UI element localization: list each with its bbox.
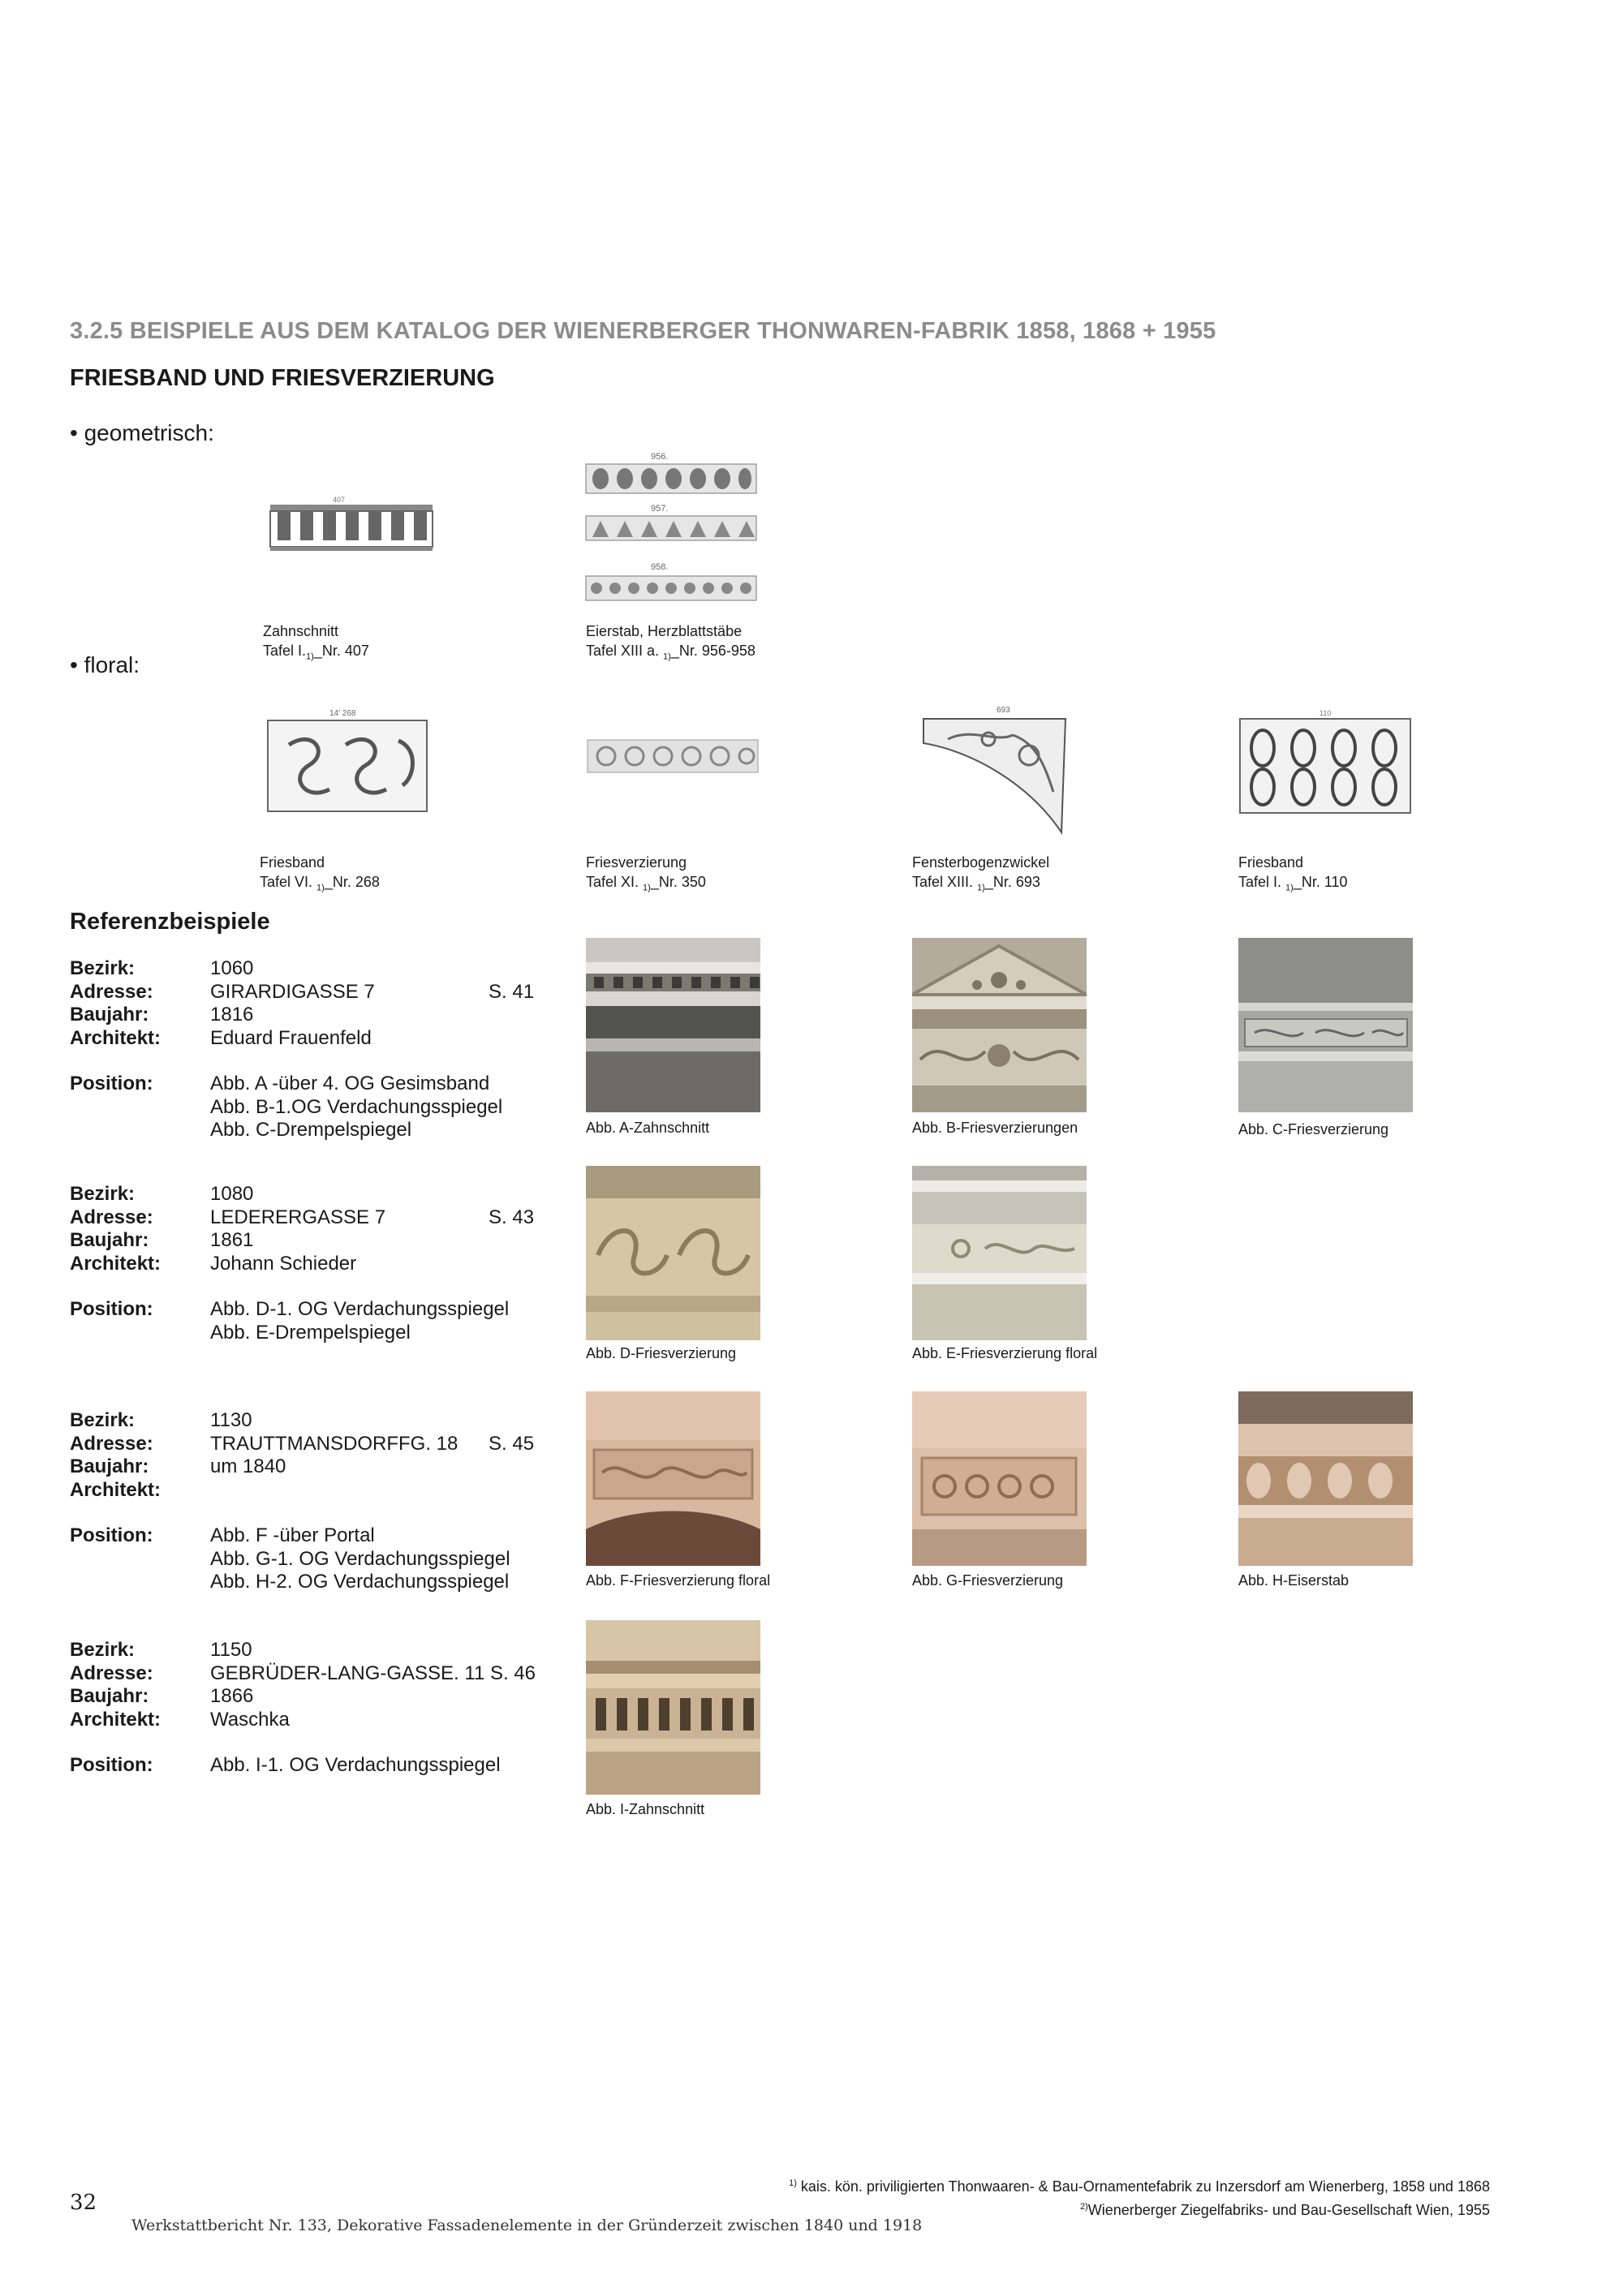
label-baujahr: Baujahr: <box>70 1685 149 1707</box>
subsection-title: FRIESBAND UND FRIESVERZIERUNG <box>70 365 495 391</box>
position-item: Abb. A -über 4. OG Gesimsband <box>210 1073 490 1094</box>
position-item: Abb. I-1. OG Verdachungsspiegel <box>210 1754 501 1776</box>
photo-caption-b: Abb. B-Friesverzierungen <box>912 1120 1078 1136</box>
position-item: Abb. E-Drempelspiegel <box>210 1321 411 1344</box>
photo-caption-i: Abb. I-Zahnschnitt <box>586 1801 705 1817</box>
label-baujahr: Baujahr: <box>70 1004 149 1025</box>
baujahr-value: um 1840 <box>210 1455 286 1477</box>
label-adresse: Adresse: <box>70 980 153 1003</box>
label-bezirk: Bezirk: <box>70 1639 136 1661</box>
label-adresse: Adresse: <box>70 1206 153 1228</box>
label-position: Position: <box>70 1073 153 1094</box>
bullet-floral: • floral: <box>70 652 140 677</box>
adresse-value: TRAUTTMANSDORFFG. 18 <box>210 1432 458 1455</box>
drawing-number: 14' 268 <box>329 709 356 718</box>
label-adresse: Adresse: <box>70 1432 153 1455</box>
photo-h-eiserstab <box>1238 1391 1413 1566</box>
photo-a-zahnschnitt <box>586 938 760 1112</box>
bullet-geometric: • geometrisch: <box>70 420 214 445</box>
baujahr-value: 1861 <box>210 1229 254 1251</box>
photo-g-friesverzierung <box>912 1391 1087 1566</box>
position-item: Abb. D-1. OG Verdachungsspiegel <box>210 1298 510 1320</box>
architekt-value: Waschka <box>210 1708 290 1731</box>
position-item: Abb. B-1.OG Verdachungsspiegel <box>210 1095 503 1118</box>
label-position: Position: <box>70 1524 153 1546</box>
label-architekt: Architekt: <box>70 1708 161 1731</box>
label-adresse: Adresse: <box>70 1662 153 1684</box>
catalog-caption-zahnschnitt: Zahnschnitt Tafel $I._{1)}\_Nr$. 407 <box>263 623 369 662</box>
photo-e-friesverzierung-floral <box>912 1166 1087 1340</box>
drawing-number: 407 <box>333 496 346 504</box>
reference-title: Referenzbeispiele <box>70 909 270 935</box>
catalog-caption-fensterbogenzwickel-693: Fensterbogenzwickel Tafel XIII. $_{1)}$_Nr. 693 <box>912 854 1050 893</box>
label-bezirk: Bezirk: <box>70 957 136 979</box>
page-reference: S. 41 <box>489 980 535 1003</box>
architekt-value: Eduard Frauenfeld <box>210 1026 372 1049</box>
catalog-drawing-eierstab <box>584 446 759 608</box>
reference-block-1060 <box>70 957 557 1142</box>
position-item: Abb. G-1. OG Verdachungsspiegel <box>210 1547 510 1570</box>
label-position: Position: <box>70 1298 153 1320</box>
photo-caption-e: Abb. E-Friesverzierung floral <box>912 1345 1098 1361</box>
catalog-drawing-friesband-268 <box>265 704 431 818</box>
photo-caption-h: Abb. H-Eiserstab <box>1238 1572 1350 1589</box>
photo-i-zahnschnitt <box>586 1620 760 1795</box>
label-architekt: Architekt: <box>70 1026 161 1049</box>
catalog-drawing-friesband-110 <box>1238 707 1413 817</box>
drawing-number-958: 958. <box>651 562 669 572</box>
footer-text: Werkstattbericht Nr. 133, Dekorative Fassadenelemente in der Gründerzeit zwischen 1840 und 1918 <box>131 2216 923 2234</box>
label-bezirk: Bezirk: <box>70 1183 136 1205</box>
architekt-value: Johann Schieder <box>210 1252 357 1275</box>
position-item: Abb. C-Drempelspiegel <box>210 1119 412 1141</box>
catalog-caption-eierstab: Eierstab, Herzblattstäbe Tafel XIII a. $_{1)}$_Nr. 956-958 <box>586 623 756 662</box>
photo-caption-c: Abb. C-Friesverzierung <box>1238 1121 1389 1137</box>
bezirk-value: 1130 <box>210 1409 252 1431</box>
adresse-value: GEBRÜDER-LANG-GASSE. 11 S. 46 <box>210 1662 536 1684</box>
photo-caption-g: Abb. G-Friesverzierung <box>912 1572 1064 1589</box>
position-item: Abb. F -über Portal <box>210 1524 375 1546</box>
baujahr-value: 1866 <box>210 1685 254 1707</box>
baujahr-value: 1816 <box>210 1004 254 1025</box>
photo-d-friesverzierung <box>586 1166 760 1340</box>
reference-block-1080 <box>70 1183 557 1344</box>
position-item: Abb. H-2. OG Verdachungsspiegel <box>210 1571 510 1593</box>
photo-b-friesverzierungen <box>912 938 1087 1112</box>
drawing-number-957: 957. <box>651 504 669 514</box>
label-baujahr: Baujahr: <box>70 1229 149 1251</box>
footnotes <box>789 2173 1490 2221</box>
page-reference: S. 46 <box>489 1662 536 1684</box>
photo-caption-f: Abb. F-Friesverzierung floral <box>586 1572 771 1589</box>
adresse-value: LEDERERGASSE 7 <box>210 1206 386 1228</box>
photo-caption-a: Abb. A-Zahnschnitt <box>586 1120 710 1136</box>
catalog-drawing-friesverzierung-350 <box>586 737 760 777</box>
drawing-number-956: 956. <box>651 452 669 462</box>
footnote-2: $^{2)}$Wienerberger Ziegelfabriks- und Bau-Gesellschaft Wien, 1955 <box>1079 2202 1490 2218</box>
footnote-1: $^{1)}$ kais. kön. priviligierten Thonwaaren- & Bau-Ornamentefabrik zu Inzersdorf am Wienerberg, 1858 und 1868 <box>789 2178 1490 2195</box>
reference-block-1150 <box>70 1639 557 1778</box>
label-architekt: Architekt: <box>70 1252 161 1275</box>
photo-f-friesverzierung-floral <box>586 1391 760 1566</box>
bezirk-value: 1060 <box>210 957 254 979</box>
page-number: 32 <box>70 2191 97 2215</box>
catalog-drawing-fensterbogenzwickel-693 <box>915 694 1078 841</box>
photo-caption-d: Abb. D-Friesverzierung <box>586 1345 737 1361</box>
catalog-caption-friesband-110: Friesband Tafel I. $_{1)}$_Nr. 110 <box>1238 854 1348 893</box>
drawing-number: 110 <box>1319 709 1332 717</box>
catalog-drawing-zahnschnitt <box>268 491 438 556</box>
page-reference: S. 45 <box>489 1432 535 1455</box>
bezirk-value: 1080 <box>210 1183 254 1205</box>
drawing-number: 693 <box>997 706 1010 715</box>
label-architekt: Architekt: <box>70 1478 161 1501</box>
photo-c-friesverzierung <box>1238 938 1413 1112</box>
catalog-caption-friesband-268: Friesband Tafel VI. $_{1)}$_Nr. 268 <box>260 854 380 893</box>
label-bezirk: Bezirk: <box>70 1409 136 1431</box>
label-position: Position: <box>70 1754 153 1776</box>
section-title: 3.2.5 BEISPIELE AUS DEM KATALOG DER WIENERBERGER THONWAREN-FABRIK 1858, 1868 + 1955 <box>70 318 1216 344</box>
reference-block-1130 <box>70 1409 557 1594</box>
bezirk-value: 1150 <box>210 1639 252 1661</box>
adresse-value: GIRARDIGASSE 7 <box>210 980 375 1003</box>
page-reference: S. 43 <box>489 1206 535 1228</box>
catalog-caption-friesverzierung-350: Friesverzierung Tafel XI. $_{1)}$_Nr. 350 <box>586 854 706 893</box>
label-baujahr: Baujahr: <box>70 1455 149 1477</box>
